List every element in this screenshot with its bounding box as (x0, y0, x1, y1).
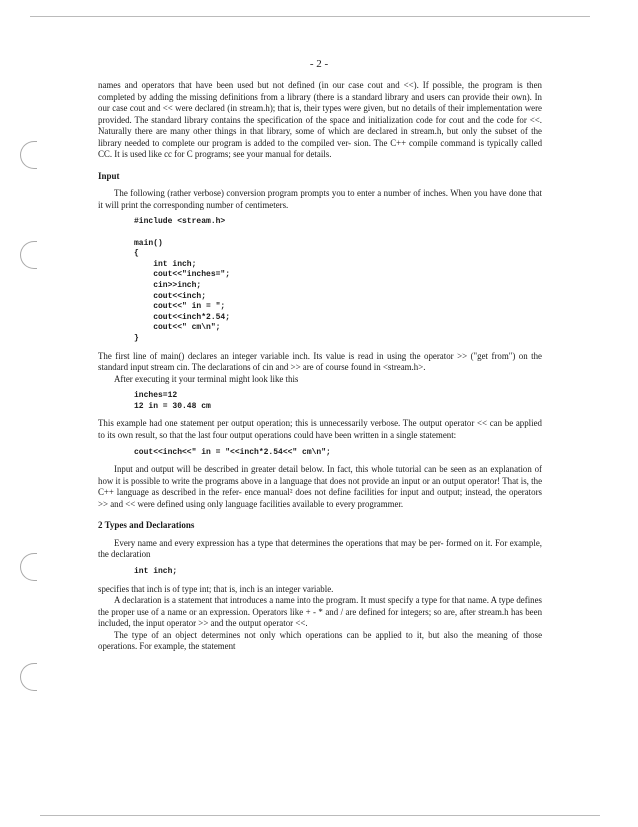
text-line: your manual for details. (246, 149, 332, 160)
after-exec-line: After executing it your terminal might look like this (114, 373, 299, 384)
punch-hole-4 (20, 663, 37, 691)
punch-hole-1 (20, 141, 37, 169)
text-line: names and operators that have been used but not defined (in our case cout and <<). If possible, (98, 80, 464, 90)
text-line: that is, their types were given, but no details of their implementation were provided. The standard (98, 103, 542, 125)
first-line-paragraph (98, 351, 542, 374)
document-body (98, 80, 542, 653)
input-paragraph (98, 188, 542, 211)
text-line: The first line of main() declares an integer variable inch. Its value is read in using the operator (98, 350, 454, 361)
text-line: sion. The C++ compile command is typically called CC. It is used like cc for C programs; see (98, 137, 543, 160)
code-single-statement: cout<<inch<<" in = "<<inch*2.54<<" cm\n"; (134, 447, 331, 457)
text-line: When you have done that it will print the corresponding number of centimeters. (98, 188, 542, 210)
text-line: seen as an explanation of how it is possible to write the programs above in a language that does (98, 464, 543, 486)
text-line: library contains the specification of the space and initialization code for cout and the code for <<. (184, 114, 542, 125)
text-line: A declaration is a statement that introduces a name into the program. It must specify a type (114, 595, 438, 606)
specifies-line: specifies that inch is of type int; that is, inch is an integer variable. (98, 583, 334, 594)
code-terminal-output: inches=12 12 in = 30.48 cm (134, 391, 211, 411)
text-line: meaning of those operations. For example, the statement (98, 629, 543, 652)
scan-edge-mark-bottom (40, 815, 600, 816)
text-line: for that name. A type defines the proper use of a name or an expression. Operators like + - * (98, 595, 542, 617)
code-program: #include <stream.h> main() { int inch; cout<<"inches="; cin>>inch; cout<<inch; cout<<" in = "; cout<<inch*2.54; cout<<" cm\n"; } (134, 217, 231, 343)
text-line: the program is then completed by adding the missing definitions from a library (there is a standard (98, 80, 542, 102)
text-line: Naturally there are many other things in that library, some of which are declared in stream.h, (98, 126, 444, 137)
scan-edge-mark-top (30, 16, 590, 17)
text-line: and / are defined for integers; so are, after stream.h has been included, the input operator >> (98, 606, 543, 629)
punch-hole-2 (20, 241, 37, 269)
one-statement-paragraph (98, 418, 542, 441)
types-paragraph (98, 538, 542, 561)
text-line: The type of an object determines not only which operations can be applied to it, but also the (114, 629, 473, 640)
text-line: This example had one statement per output operation; this is unnecessarily verbose. The output (98, 418, 442, 429)
text-line: The following (rather verbose) conversion program prompts you to enter a number of inches. (114, 188, 448, 199)
section-2-heading: 2 Types and Declarations (98, 520, 195, 531)
text-line: library and users can provide their own). In our case cout and << were declared (in stream.h); (98, 91, 542, 114)
text-line: formed on it. For example, the declaration (98, 537, 542, 560)
text-line: operator << can be applied to its own result, so that the last four output operations could have (98, 418, 542, 440)
text-line: not provide an input or an output operator! That is, the C++ language as described in the refer- (98, 475, 543, 498)
text-line: but only the subset of the library needed to complete our program is added to the compiled ver- (98, 126, 542, 148)
text-line: Every name and every expression has a type that determines the operations that may be per- (114, 537, 444, 548)
text-line: been written in a single statement: (334, 429, 457, 440)
intro-paragraph (98, 80, 542, 161)
text-line: and the output operator <<. (210, 618, 308, 629)
text-line: Input and output will be described in greater detail below. In fact, this whole tutorial can be (114, 464, 448, 475)
text-line: found in <stream.h>. (350, 362, 426, 373)
text-line: ence manual² does not define facilities for input and output; instead, the operators >> and << were (98, 487, 542, 509)
punch-hole-3 (20, 553, 37, 581)
type-object-paragraph (98, 630, 542, 653)
io-paragraph (98, 464, 542, 510)
declaration-paragraph (98, 595, 542, 630)
text-line: defined using only language facilities available to every programmer. (156, 498, 404, 509)
page-number: - 2 - (309, 58, 329, 70)
input-heading: Input (98, 170, 120, 181)
text-line: >> ("get from") on the standard input stream cin. The declarations of cin and >> are of course (98, 350, 542, 373)
code-declaration: int inch; (134, 566, 178, 576)
